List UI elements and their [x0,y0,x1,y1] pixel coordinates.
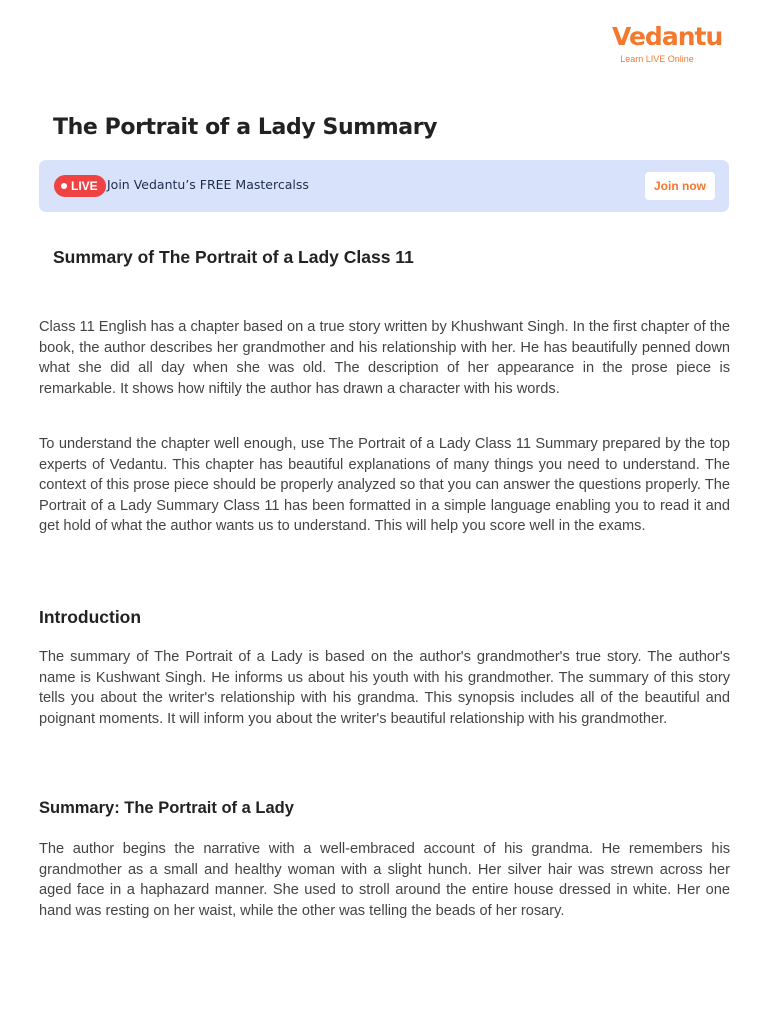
masterclass-banner[interactable] [39,160,729,212]
intro-paragraph-2: To understand the chapter well enough, use The Portrait of a Lady Class 11 Summary prepared by the top experts of Vedantu. This chapter has beautiful explanations of many things you need to understand. The context of this prose piece should be properly analyzed so that you can answer the questions properly. The Portrait of a Lady Summary Class 11 has been formatted in a simple language enabling you to read it and get hold of what the author wants us to understand. This will help you score well in the exams. [39,436,730,534]
introduction-heading: Introduction [39,607,142,627]
summary-paragraph: The author begins the narrative with a well-embraced account of his grandma. He remembers his grandmother as a small and healthy woman with a slight hunch. Her silver hair was strewn across her aged face in a haphazard manner. She used to stroll around the entire house dressed in white. Her one hand was resting on her waist, while the other was telling the beads of her rosary. [39,841,730,919]
summary-class-heading: Summary of The Portrait of a Lady Class 11 [53,247,414,267]
vedantu-logo[interactable] [612,22,723,65]
banner-text: Join Vedantu’s FREE Mastercalss [107,177,309,192]
logo-tagline: Learn LIVE Online [620,54,694,64]
join-now-button[interactable]: Join now [645,172,715,200]
live-badge-label: LIVE [71,179,98,193]
page-title: The Portrait of a Lady Summary [53,115,438,140]
summary-heading: Summary: The Portrait of a Lady [39,799,294,817]
live-dot-icon [61,183,67,189]
introduction-paragraph: The summary of The Portrait of a Lady is based on the author's grandmother's true story. The author's name is Kushwant Singh. He informs us about his youth with his grandmother. The summary of this story tells you about the writer's relationship with his grandma. This synopsis includes all of the beautiful and poignant moments. It will inform you about the writer's beautiful relationship with his grandmother. [39,649,730,727]
intro-paragraph-1: Class 11 English has a chapter based on a true story written by Khushwant Singh. In the first chapter of the book, the author describes her grandmother and his relationship with her. He has beautifully penned down what she did all day when she was old. The description of her appearance in the prose piece is remarkable. It shows how niftily the author has drawn a character with his words. [39,319,730,397]
logo-wordmark: Vedantu [612,22,723,51]
live-badge [54,175,106,197]
